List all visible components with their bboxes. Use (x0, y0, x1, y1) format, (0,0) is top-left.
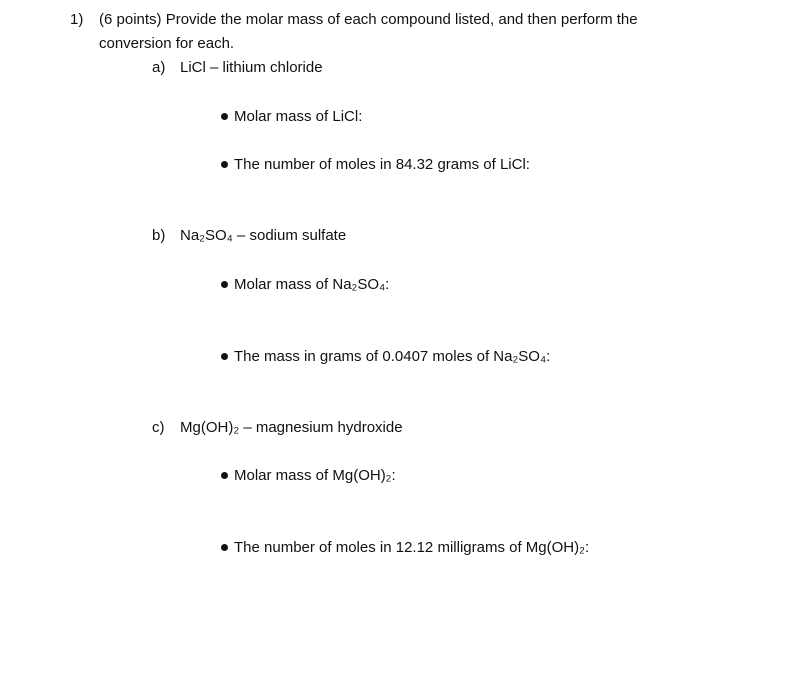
part-a-bullet-1: Molar mass of LiCl: (234, 108, 363, 125)
bullet-icon (221, 353, 228, 360)
part-c-bullet-1: Molar mass of Mg(OH)₂: (234, 467, 396, 484)
part-b-title: Na₂SO₄ – sodium sulfate (180, 227, 347, 244)
part-c-bullet-2: The number of moles in 12.12 milligrams of Mg(OH)₂: (234, 539, 590, 556)
bullet-icon (221, 161, 228, 168)
part-a-letter: a) (152, 59, 166, 76)
part-c-letter: c) (152, 419, 165, 436)
bullet-icon (221, 281, 228, 288)
bullet-icon (221, 113, 228, 120)
part-c-title: Mg(OH)₂ – magnesium hydroxide (180, 419, 403, 436)
part-a-title: LiCl – lithium chloride (180, 59, 323, 76)
bullet-icon (221, 472, 228, 479)
bullet-icon (221, 544, 228, 551)
part-b-letter: b) (152, 227, 166, 244)
question-text-line-2: conversion for each. (99, 35, 235, 52)
question-text-line-1: (6 points) Provide the molar mass of each compound listed, and then perform the (99, 11, 638, 28)
part-b-bullet-1: Molar mass of Na₂SO₄: (234, 276, 390, 293)
question-number: 1) (70, 11, 84, 28)
part-b-bullet-2: The mass in grams of 0.0407 moles of Na₂SO₄: (234, 348, 551, 365)
part-a-bullet-2: The number of moles in 84.32 grams of LiCl: (234, 156, 530, 173)
